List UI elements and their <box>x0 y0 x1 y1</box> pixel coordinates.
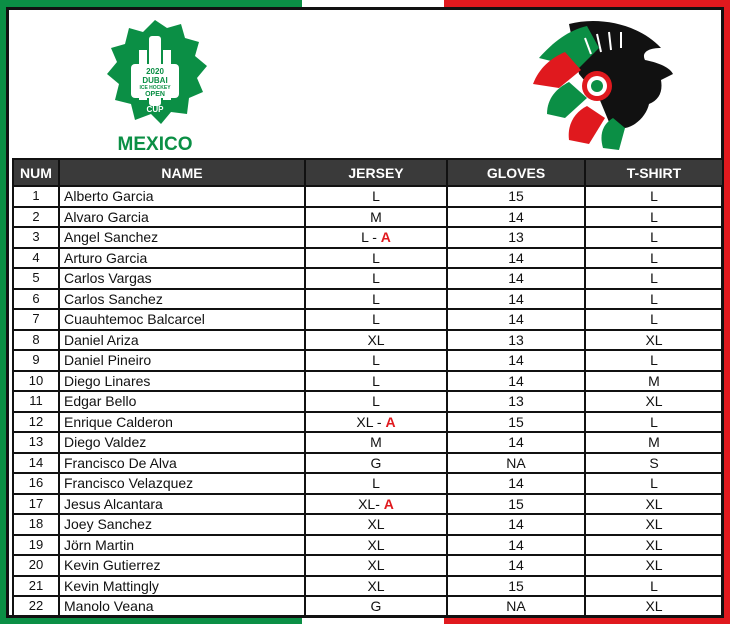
cell-tshirt: XL <box>585 494 723 515</box>
jersey-size: L <box>372 372 380 389</box>
jersey-size: M <box>370 208 382 225</box>
cell-num: 22 <box>13 596 59 617</box>
jersey-size: M <box>370 434 382 451</box>
table-row <box>13 535 723 556</box>
cell-jersey <box>305 350 447 371</box>
cell-gloves: 15 <box>447 412 585 433</box>
header-num: NUM <box>13 159 59 186</box>
cell-num: 17 <box>13 494 59 515</box>
cell-tshirt: L <box>585 473 723 494</box>
cell-num: 13 <box>13 432 59 453</box>
table-row <box>13 371 723 392</box>
table-row <box>13 576 723 597</box>
logo-country-text: MEXICO <box>117 134 193 154</box>
cell-jersey <box>305 412 447 433</box>
table-row <box>13 596 723 617</box>
cell-gloves: 14 <box>447 309 585 330</box>
cell-jersey <box>305 227 447 248</box>
header-tshirt: T-SHIRT <box>585 159 723 186</box>
table-row <box>13 412 723 433</box>
table-row <box>13 289 723 310</box>
cell-gloves: 14 <box>447 248 585 269</box>
cell-jersey <box>305 289 447 310</box>
table-row <box>13 432 723 453</box>
cell-gloves: NA <box>447 596 585 617</box>
jersey-size: XL <box>367 516 385 533</box>
cell-num: 19 <box>13 535 59 556</box>
cell-gloves: 14 <box>447 350 585 371</box>
cell-tshirt: XL <box>585 555 723 576</box>
table-header-row <box>13 159 723 186</box>
table-row <box>13 453 723 474</box>
cell-gloves: 15 <box>447 186 585 207</box>
cell-num: 5 <box>13 268 59 289</box>
cell-jersey <box>305 248 447 269</box>
cell-gloves: 14 <box>447 473 585 494</box>
cell-name: Carlos Vargas <box>59 268 305 289</box>
jersey-size: L <box>372 352 380 369</box>
cell-num: 9 <box>13 350 59 371</box>
cell-name: Jörn Martin <box>59 535 305 556</box>
cell-name: Alberto Garcia <box>59 186 305 207</box>
jersey-size: XL <box>358 495 376 512</box>
cell-num: 21 <box>13 576 59 597</box>
cell-jersey <box>305 186 447 207</box>
cell-jersey <box>305 535 447 556</box>
cell-num: 6 <box>13 289 59 310</box>
cell-jersey <box>305 371 447 392</box>
jersey-size: L <box>372 249 380 266</box>
svg-text:CUP: CUP <box>146 105 164 114</box>
aztec-warrior-head-icon <box>529 18 675 150</box>
header-name: NAME <box>59 159 305 186</box>
cell-tshirt: M <box>585 432 723 453</box>
alternate-captain-marker: A <box>385 413 396 430</box>
cell-name: Joey Sanchez <box>59 514 305 535</box>
cell-name: Cuauhtemoc Balcarcel <box>59 309 305 330</box>
svg-text:OPEN: OPEN <box>145 91 165 98</box>
table-row <box>13 248 723 269</box>
jersey-size: L <box>372 290 380 307</box>
cell-name: Angel Sanchez <box>59 227 305 248</box>
cell-gloves: 15 <box>447 576 585 597</box>
cell-tshirt: L <box>585 412 723 433</box>
cell-gloves: 14 <box>447 535 585 556</box>
cell-name: Manolo Veana <box>59 596 305 617</box>
roster-card <box>6 7 724 618</box>
jersey-size: L <box>372 475 380 492</box>
jersey-size: XL <box>367 557 385 574</box>
cell-gloves: 14 <box>447 432 585 453</box>
cell-jersey <box>305 494 447 515</box>
jersey-size: L <box>372 188 380 205</box>
cell-tshirt: M <box>585 371 723 392</box>
cell-gloves: 14 <box>447 555 585 576</box>
cell-tshirt: L <box>585 268 723 289</box>
jersey-size: G <box>370 454 382 471</box>
cell-gloves: 13 <box>447 227 585 248</box>
cell-name: Diego Linares <box>59 371 305 392</box>
cell-num: 11 <box>13 391 59 412</box>
cell-tshirt: XL <box>585 535 723 556</box>
jersey-size: XL <box>367 577 385 594</box>
cell-num: 7 <box>13 309 59 330</box>
cell-tshirt: L <box>585 227 723 248</box>
jersey-size: XL <box>356 413 374 430</box>
cell-name: Daniel Ariza <box>59 330 305 351</box>
cell-jersey <box>305 453 447 474</box>
table-row <box>13 309 723 330</box>
cell-jersey <box>305 555 447 576</box>
cell-name: Diego Valdez <box>59 432 305 453</box>
jersey-size: L <box>361 229 369 246</box>
cell-tshirt: L <box>585 289 723 310</box>
dubai-open-cup-mexico-logo <box>95 16 215 154</box>
jersey-size: G <box>370 598 382 615</box>
svg-text:2020: 2020 <box>146 67 164 76</box>
cell-tshirt: L <box>585 207 723 228</box>
table-row <box>13 207 723 228</box>
jersey-separator: - <box>375 495 384 512</box>
table-row <box>13 227 723 248</box>
cell-gloves: 13 <box>447 330 585 351</box>
cell-gloves: 14 <box>447 207 585 228</box>
cell-jersey <box>305 432 447 453</box>
cell-num: 1 <box>13 186 59 207</box>
cell-gloves: 14 <box>447 371 585 392</box>
table-row <box>13 514 723 535</box>
table-row <box>13 186 723 207</box>
cell-tshirt: L <box>585 309 723 330</box>
cell-num: 20 <box>13 555 59 576</box>
cell-name: Francisco De Alva <box>59 453 305 474</box>
cell-name: Edgar Bello <box>59 391 305 412</box>
alternate-captain-marker: A <box>380 229 391 246</box>
cell-gloves: 14 <box>447 514 585 535</box>
jersey-size: L <box>372 311 380 328</box>
jersey-separator: - <box>368 229 381 246</box>
cell-tshirt: XL <box>585 596 723 617</box>
table-row <box>13 494 723 515</box>
header-gloves: GLOVES <box>447 159 585 186</box>
header-jersey: JERSEY <box>305 159 447 186</box>
cell-tshirt: XL <box>585 514 723 535</box>
cell-tshirt: S <box>585 453 723 474</box>
cell-gloves: 13 <box>447 391 585 412</box>
table-row <box>13 473 723 494</box>
cell-num: 4 <box>13 248 59 269</box>
cell-name: Francisco Velazquez <box>59 473 305 494</box>
cell-jersey <box>305 207 447 228</box>
cell-name: Enrique Calderon <box>59 412 305 433</box>
cell-num: 10 <box>13 371 59 392</box>
cell-name: Kevin Gutierrez <box>59 555 305 576</box>
cell-name: Kevin Mattingly <box>59 576 305 597</box>
cell-num: 14 <box>13 453 59 474</box>
svg-text:ICE HOCKEY: ICE HOCKEY <box>139 85 171 91</box>
cell-name: Alvaro Garcia <box>59 207 305 228</box>
table-row <box>13 330 723 351</box>
cell-gloves: NA <box>447 453 585 474</box>
cell-num: 2 <box>13 207 59 228</box>
jersey-size: XL <box>367 536 385 553</box>
jersey-size: L <box>372 270 380 287</box>
cell-jersey <box>305 309 447 330</box>
jersey-size: L <box>372 393 380 410</box>
cell-jersey <box>305 268 447 289</box>
cell-num: 18 <box>13 514 59 535</box>
cell-name: Daniel Pineiro <box>59 350 305 371</box>
cell-name: Carlos Sanchez <box>59 289 305 310</box>
table-row <box>13 350 723 371</box>
jersey-size: XL <box>367 331 385 348</box>
cell-gloves: 14 <box>447 289 585 310</box>
cell-jersey <box>305 514 447 535</box>
cell-jersey <box>305 391 447 412</box>
cell-num: 16 <box>13 473 59 494</box>
cell-name: Arturo Garcia <box>59 248 305 269</box>
cell-num: 12 <box>13 412 59 433</box>
table-row <box>13 268 723 289</box>
jersey-separator: - <box>373 413 386 430</box>
cell-tshirt: L <box>585 248 723 269</box>
cell-tshirt: L <box>585 576 723 597</box>
cell-tshirt: L <box>585 186 723 207</box>
equipment-size-table <box>12 158 724 618</box>
cell-jersey <box>305 473 447 494</box>
cell-gloves: 14 <box>447 268 585 289</box>
cell-tshirt: XL <box>585 330 723 351</box>
table-row <box>13 391 723 412</box>
alternate-captain-marker: A <box>383 495 394 512</box>
cell-num: 3 <box>13 227 59 248</box>
cell-jersey <box>305 596 447 617</box>
svg-text:DUBAI: DUBAI <box>142 76 168 85</box>
cell-tshirt: XL <box>585 391 723 412</box>
cell-name: Jesus Alcantara <box>59 494 305 515</box>
cell-tshirt: L <box>585 350 723 371</box>
cell-num: 8 <box>13 330 59 351</box>
cell-jersey <box>305 330 447 351</box>
cell-jersey <box>305 576 447 597</box>
cell-gloves: 15 <box>447 494 585 515</box>
table-row <box>13 555 723 576</box>
